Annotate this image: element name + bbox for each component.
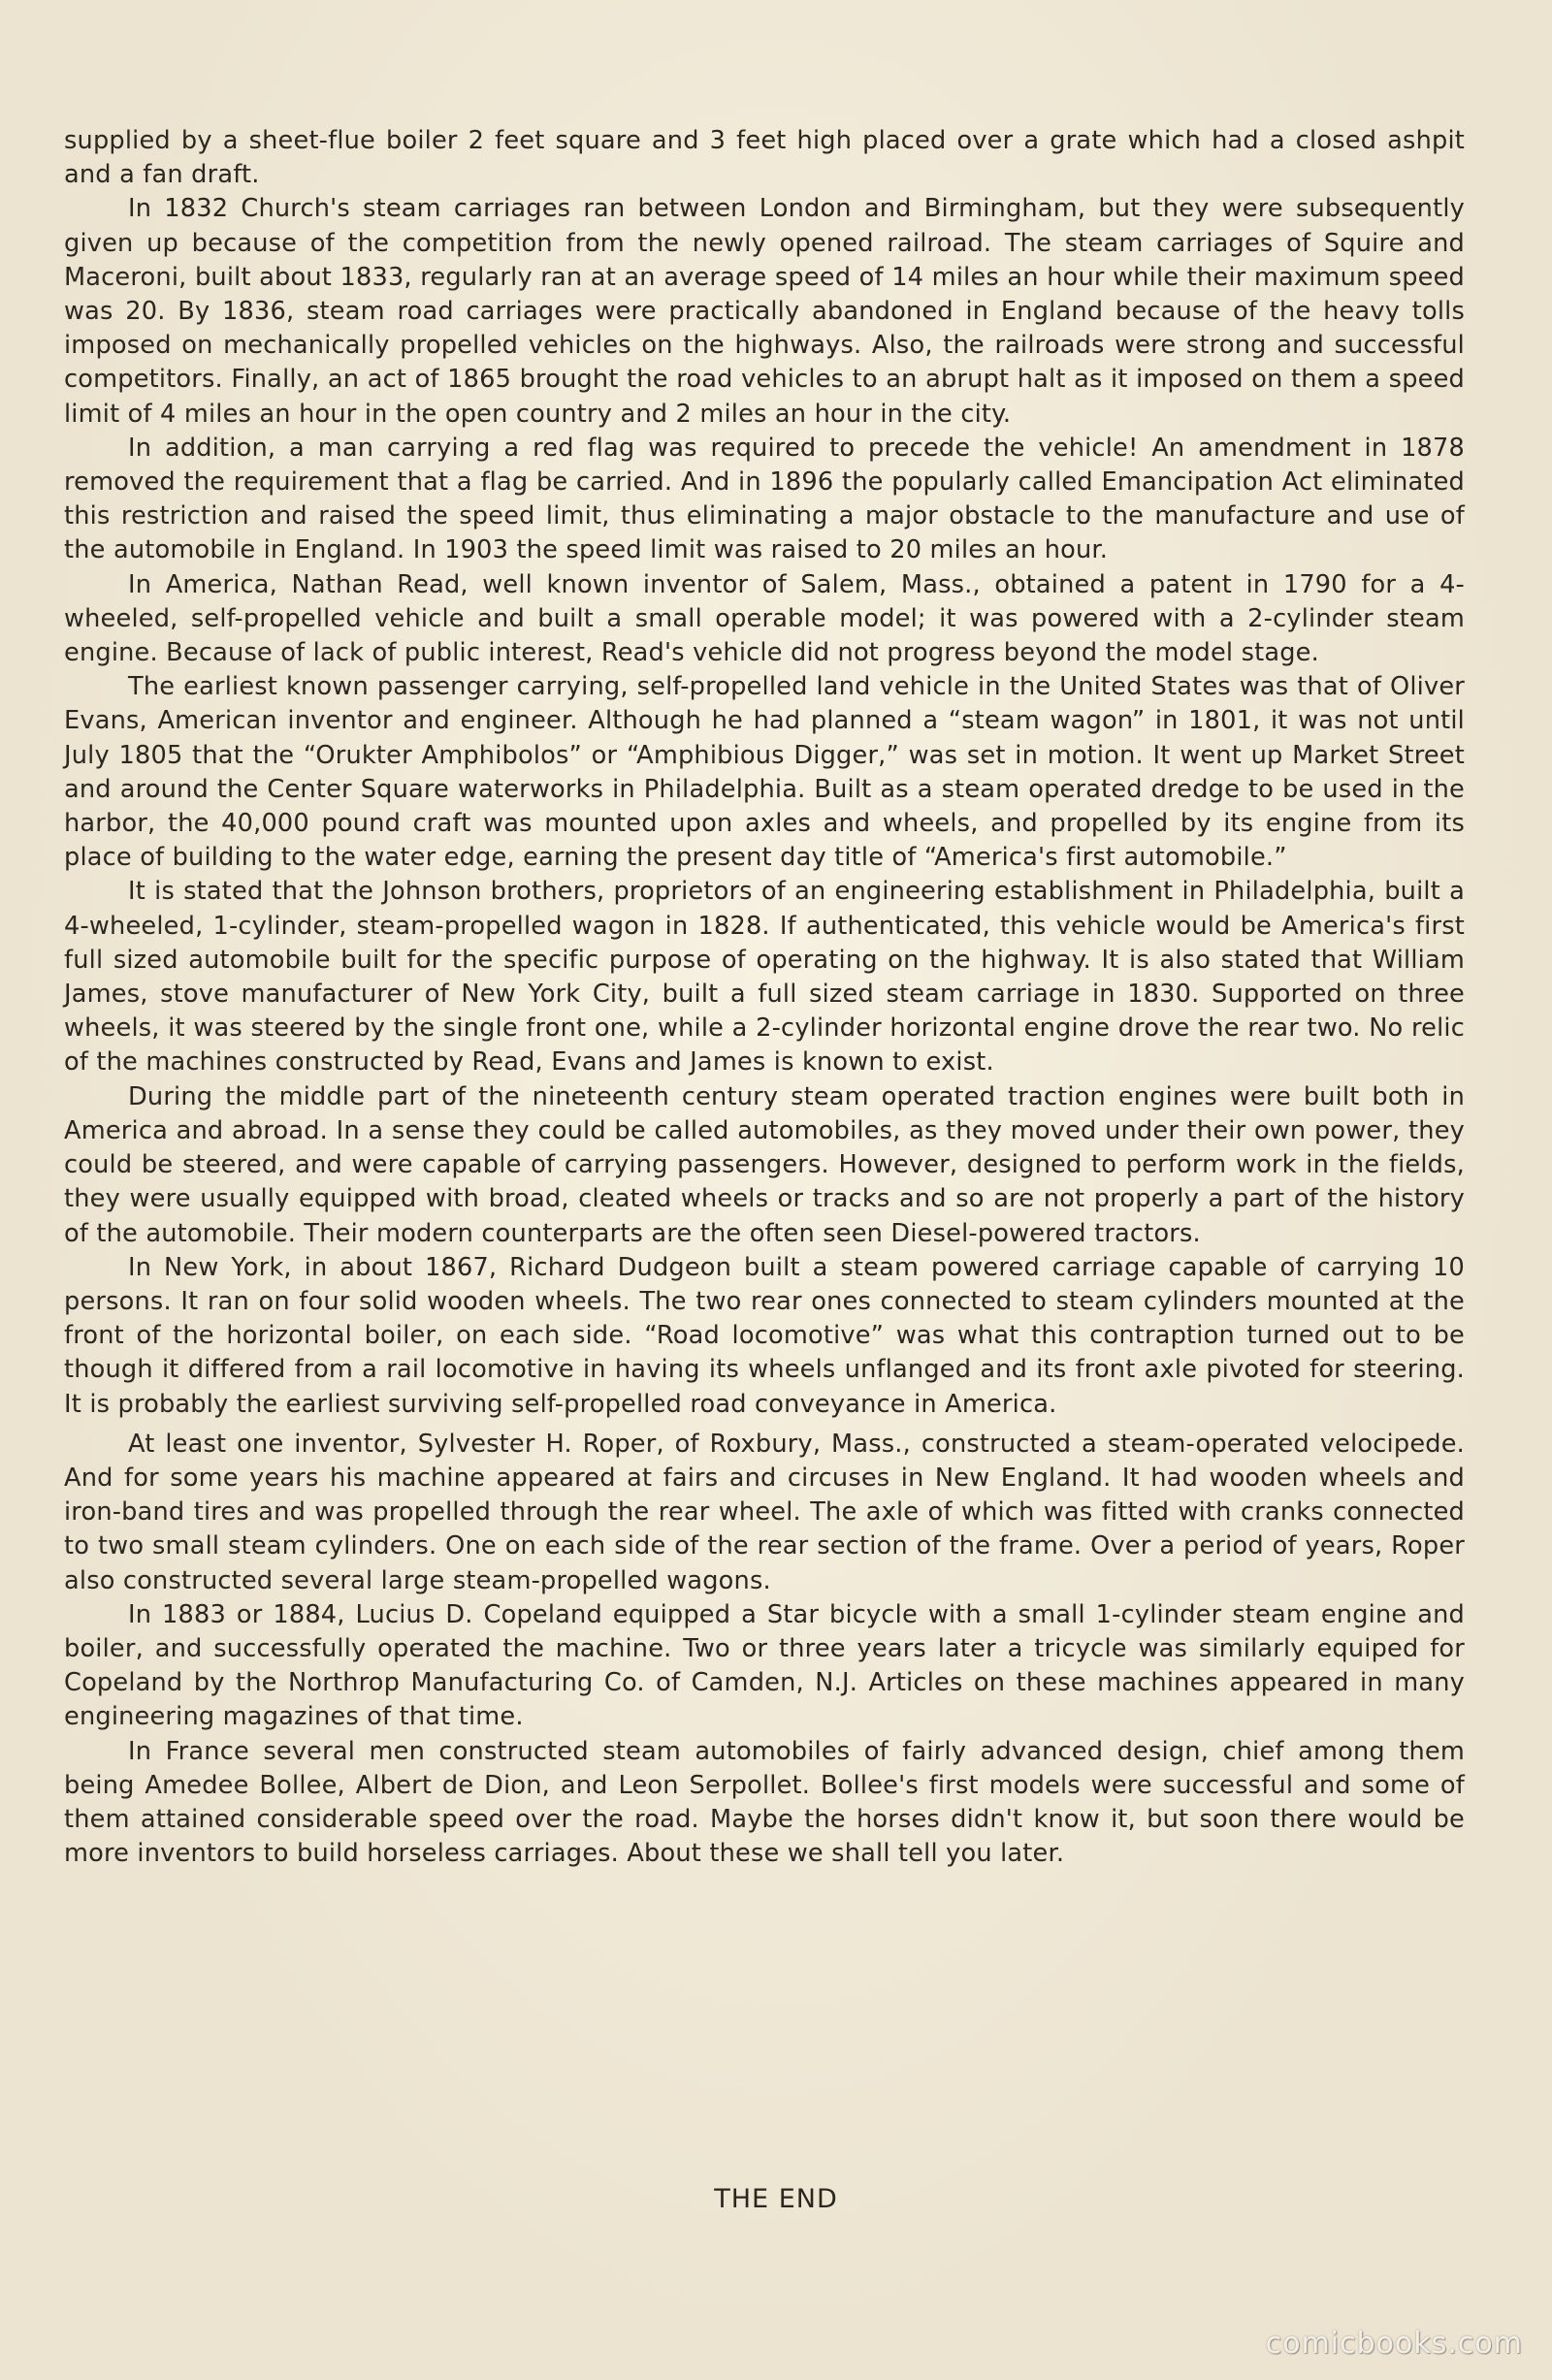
closing-the-end: THE END bbox=[714, 2184, 838, 2214]
article-body bbox=[64, 124, 1465, 1871]
paragraph-lucius-copeland: In 1883 or 1884, Lucius D. Copeland equipped a Star bicycle with a small 1-cylinder steam engine and boiler, and successfully operated the machine. Two or three years later a tricycle was similarly equiped for Copeland by the Northrop Manufacturing Co. of Camden, N.J. Articles on these machines appeared in many engineering magazines of that time. bbox=[64, 1599, 1465, 1732]
paragraph-sylvester-roper: At least one inventor, Sylvester H. Roper, of Roxbury, Mass., constructed a steam-operated velocipede. And for some years his machine appeared at fairs and circuses in New England. It had wooden wheels and iron-band tires and was propelled through the rear wheel. The axle of which was fitted with cranks connected to two small steam cylinders. One on each side of the rear section of the frame. Over a period of years, Roper also constructed several large steam-propelled wagons. bbox=[64, 1429, 1465, 1595]
paragraph-traction-engines: During the middle part of the nineteenth century steam operated traction engines were built both in America and abroad. In a sense they could be called automobiles, as they moved under their own power, they could be steered, and were capable of carrying passengers. However, designed to perform work in the fields, they were usually equipped with broad, cleated wheels or tracks and so are not properly a part of the history of the automobile. Their modern counterparts are the often seen Diesel-powered tractors. bbox=[64, 1081, 1465, 1248]
paragraph-continued: supplied by a sheet-flue boiler 2 feet square and 3 feet high placed over a grate which had a closed ashpit and a fan draft. bbox=[64, 126, 1465, 190]
paragraph-church-steam-carriages: In 1832 Church's steam carriages ran between London and Birmingham, but they were subsequently given up because of the competition from the newly opened railroad. The steam carriages of Squire and Maceroni, built about 1833, regularly ran at an average speed of 14 miles an hour while their maximum speed was 20. By 1836, steam road carriages were practically abandoned in England because of the heavy tolls imposed on mechanically propelled vehicles on the highways. Also, the railroads were strong and successful competitors. Finally, an act of 1865 brought the road vehicles to an abrupt halt as it imposed on them a speed limit of 4 miles an hour in the open country and 2 miles an hour in the city. bbox=[64, 194, 1465, 429]
paragraph-nathan-read: In America, Nathan Read, well known inventor of Salem, Mass., obtained a patent in 1790 for a 4-wheeled, self-propelled vehicle and built a small operable model; it was powered with a 2-cylinder steam engine. Because of lack of public interest, Read's vehicle did not progress beyond the model stage. bbox=[64, 569, 1465, 668]
paragraph-france-bollee: In France several men constructed steam automobiles of fairly advanced design, chief among them being Amedee Bollee, Albert de Dion, and Leon Serpollet. Bollee's first models were successful and some of them attained considerable speed over the road. Maybe the horses didn't know it, but soon there would be more inventors to build horseless carriages. About these we shall tell you later. bbox=[64, 1736, 1465, 1869]
watermark-logo: comicbooks.com bbox=[1265, 2327, 1523, 2361]
paragraph-red-flag: In addition, a man carrying a red flag was required to precede the vehicle! An amendment in 1878 removed the requirement that a flag be carried. And in 1896 the popularly called Emancipation Act eliminated this restriction and raised the speed limit, thus eliminating a major obstacle to the manufacture and use of the automobile in England. In 1903 the speed limit was raised to 20 miles an hour. bbox=[64, 433, 1465, 565]
paragraph-richard-dudgeon: In New York, in about 1867, Richard Dudgeon built a steam powered carriage capable of carrying 10 persons. It ran on four solid wooden wheels. The two rear ones connected to steam cylinders mounted at the front of the horizontal boiler, on each side. “Road locomotive” was what this contraption turned out to be though it differed from a rail locomotive in having its wheels unflanged and its front axle pivoted for steering. It is probably the earliest surviving self-propelled road conveyance in America. bbox=[64, 1252, 1465, 1419]
paragraph-oliver-evans: The earliest known passenger carrying, self-propelled land vehicle in the United States was that of Oliver Evans, American inventor and engineer. Although he had planned a “steam wagon” in 1801, it was not until July 1805 that the “Orukter Amphibolos” or “Amphibious Digger,” was set in motion. It went up Market Street and around the Center Square waterworks in Philadelphia. Built as a steam operated dredge to be used in the harbor, the 40,000 pound craft was mounted upon axles and wheels, and propelled by its engine from its place of building to the water edge, earning the present day title of “America's first automobile.” bbox=[64, 672, 1465, 873]
paragraph-johnson-brothers: It is stated that the Johnson brothers, proprietors of an engineering establishment in Philadelphia, built a 4-wheeled, 1-cylinder, steam-propelled wagon in 1828. If authenticated, this vehicle would be America's first full sized automobile built for the specific purpose of operating on the highway. It is also stated that William James, stove manufacturer of New York City, built a full sized steam carriage in 1830. Supported on three wheels, it was steered by the single front one, while a 2-cylinder horizontal engine drove the rear two. No relic of the machines constructed by Read, Evans and James is known to exist. bbox=[64, 877, 1465, 1077]
